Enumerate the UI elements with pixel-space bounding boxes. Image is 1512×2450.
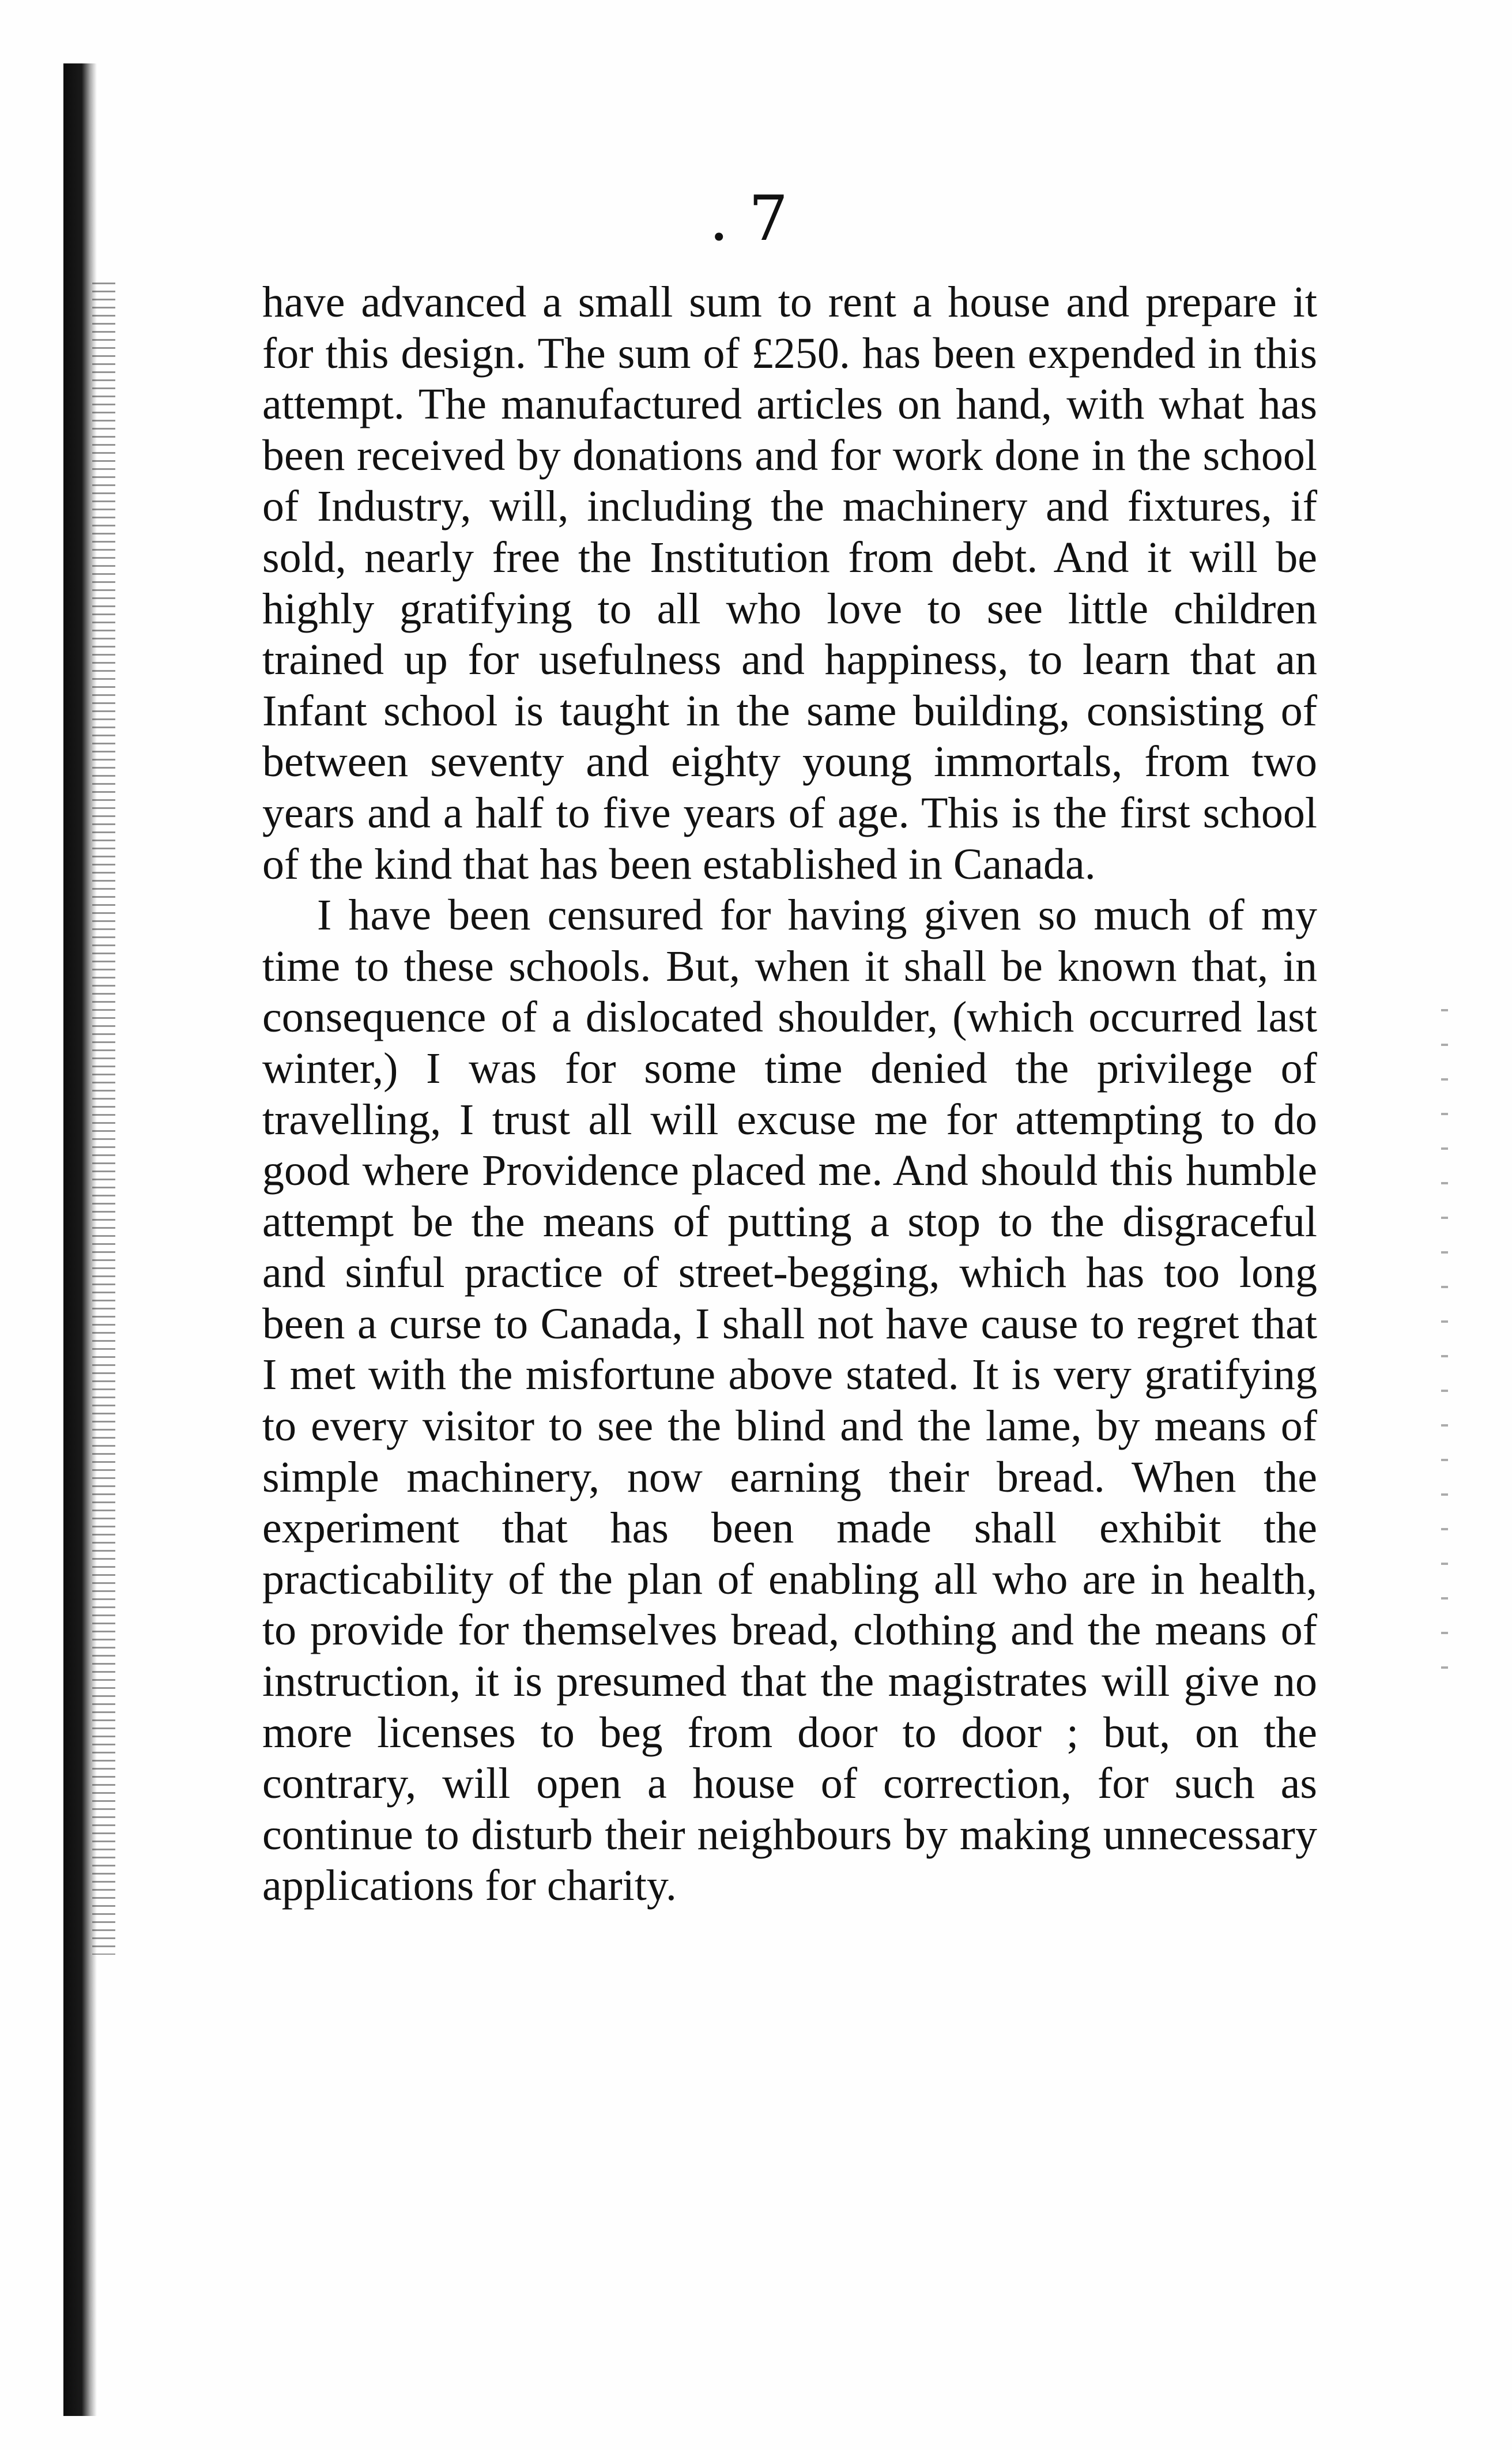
paragraph: have advanced a small sum to rent a house and prepare it for this design. The sum of £250. has been expended in this attempt. The manufactured articles on hand, with what has been received by donations and for work done in the school of Industry, will, including the machinery and fixtures, if sold, nearly free the Institution from debt. And it will be highly gratifying to all who love to see little children trained up for usefulness and happiness, to learn that an Infant school is taught in the same building, consisting of between seventy and eighty young immortals, from two years and a half to five years of age. This is the first school of the kind that has been established in Canada. (262, 278, 1317, 889)
body-text (262, 277, 1317, 1911)
page-number: . 7 (709, 183, 789, 255)
paragraph: I have been censured for having given so much of my time to these schools. But, when it shall be known that, in consequence of a dislocated shoulder, (which occurred last winter,) I was for some time denied the privilege of travelling, I trust all will excuse me for attempting to do good where Providence placed me. And should this humble attempt be the means of putting a stop to the disgraceful and sinful practice of street-begging, which has too long been a curse to Canada, I shall not have cause to regret that I met with the misfortune above stated. It is very gratifying to every visitor to see the blind and the lame, by means of simple machinery, now earning their bread. When the experiment that has been made shall exhibit the practicability of the plan of enabling all who are in health, to provide for themselves bread, clothing and the means of instruction, it is presumed that the magistrates will give no more licenses to beg from door to door ; but, on the contrary, will open a house of correction, for such as continue to disturb their neighbours by making unnecessary applications for charity. (262, 891, 1317, 1910)
binding-edge-shadow (63, 63, 97, 2416)
paper-specks (1441, 1009, 1448, 1701)
